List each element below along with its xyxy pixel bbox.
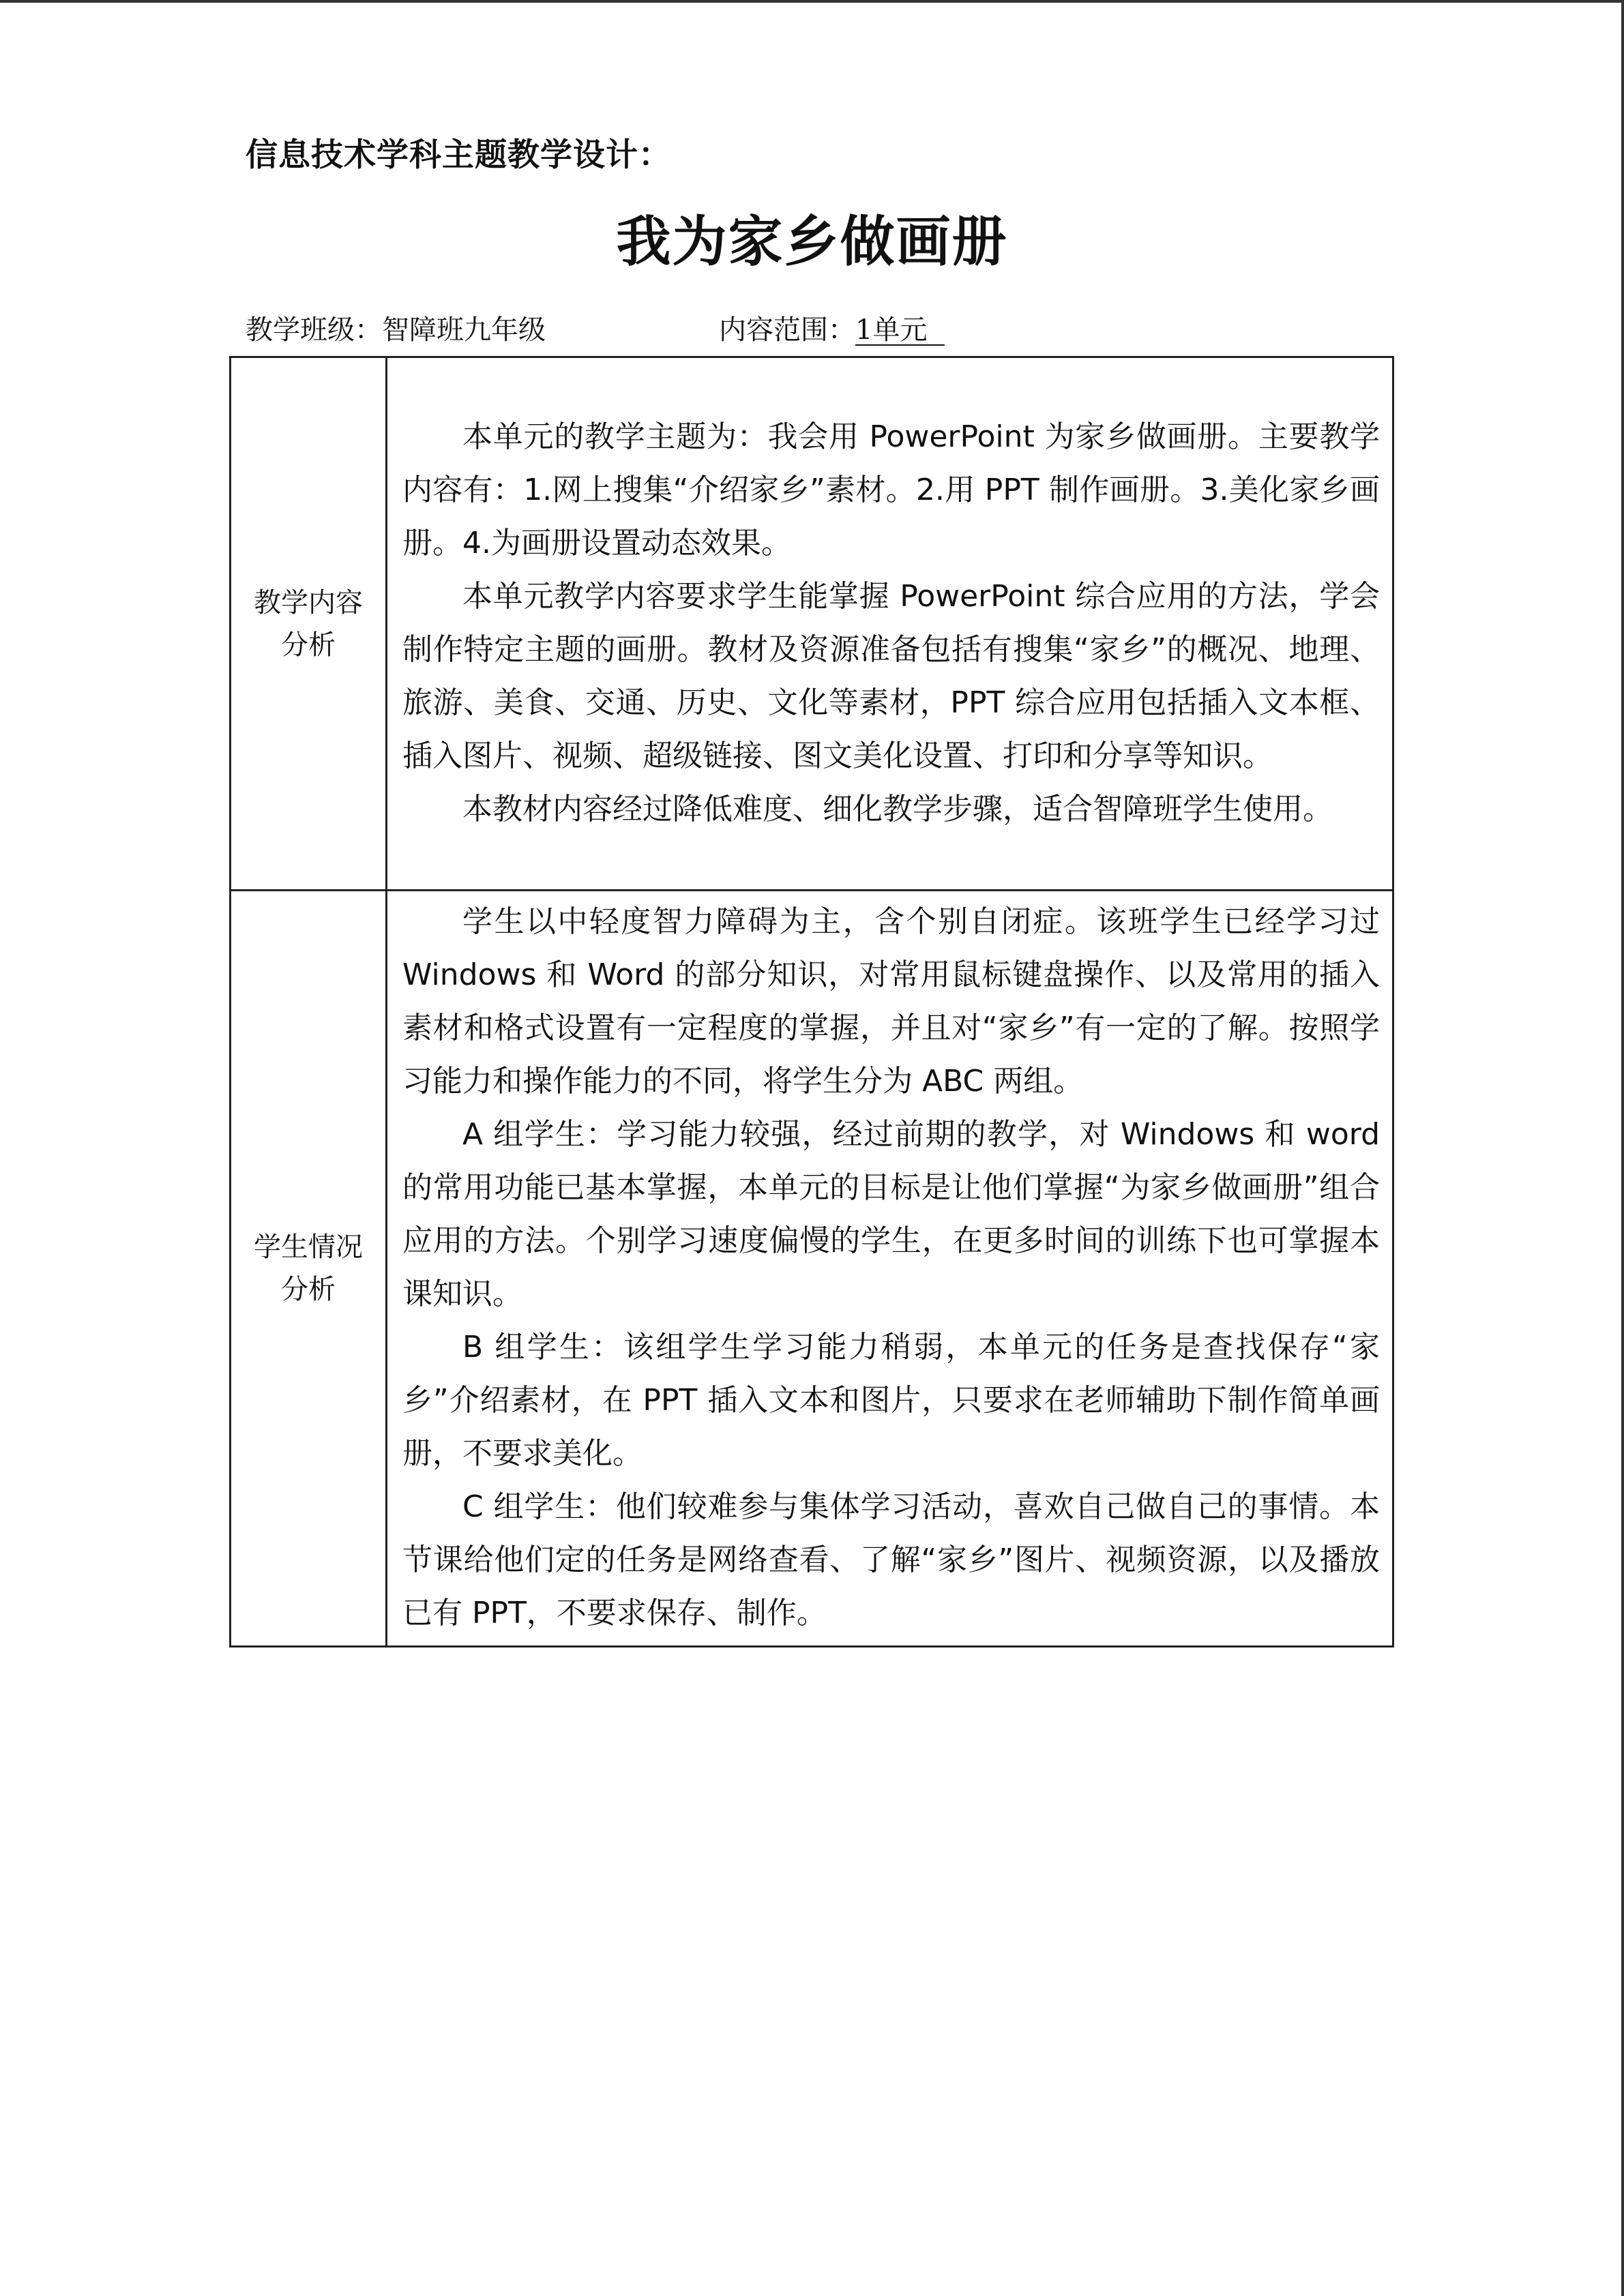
paragraph: B 组学生：该组学生学习能力稍弱，本单元的任务是查找保存“家乡”介绍素材，在 PPT 插入文本和图片，只要求在老师辅助下制作简单画册，不要求美化。 [402,1330,1380,1471]
row-label-content-analysis [231,357,387,891]
row-label-student-analysis [231,891,387,1647]
paragraph: 本教材内容经过降低难度、细化教学步骤，适合智障班学生使用。 [462,791,1333,826]
table-row-content-analysis [231,357,1393,891]
document-title: 我为家乡做画册 [616,210,1008,273]
row-label-line: 分析 [281,629,336,661]
paragraph: 本单元的教学主题为：我会用 PowerPoint 为家乡做画册。主要教学内容有：1.网上搜集“介绍家乡”素材。2.用 PPT 制作画册。3.美化家乡画册。4.为画册设置动态效果。 [402,419,1380,561]
content-scope-value: 1单元 [855,314,928,346]
teaching-class: 教学班级：智障班九年级 [246,314,546,346]
row-content-student-analysis [387,891,1393,1647]
paragraph: 学生以中轻度智力障碍为主，含个别自闭症。该班学生已经学习过 Windows 和 Word 的部分知识，对常用鼠标键盘操作、以及常用的插入素材和格式设置有一定程度的掌握，并且对“家乡”有一定的了解。按照学习能力和操作能力的不同，将学生分为 ABC 两组。 [402,904,1380,1099]
row-label-line: 学生情况 [254,1232,363,1263]
subject-heading: 信息技术学科主题教学设计： [246,136,671,174]
content-scope [719,308,945,352]
row-label-line: 教学内容 [254,586,363,618]
paragraph: 本单元教学内容要求学生能掌握 PowerPoint 综合应用的方法，学会制作特定主题的画册。教材及资源准备包括有搜集“家乡”的概况、地理、旅游、美食、交通、历史、文化等素材，PPT 综合应用包括插入文本框、插入图片、视频、超级链接、图文美化设置、打印和分享等知识。 [402,578,1380,773]
paragraph: C 组学生：他们较难参与集体学习活动，喜欢自己做自己的事情。本节课给他们定的任务是网络查看、了解“家乡”图片、视频资源，以及播放已有 PPT，不要求保存、制作。 [402,1489,1380,1630]
row-content-content-analysis [387,357,1393,891]
page-border-right [1621,0,1624,2296]
table-row-student-analysis [231,891,1393,1647]
paragraph: A 组学生：学习能力较强，经过前期的教学，对 Windows 和 word 的常用功能已基本掌握，本单元的目标是让他们掌握“为家乡做画册”组合应用的方法。个别学习速度偏慢的学生，在更多时间的训练下也可掌握本课知识。 [402,1117,1380,1311]
row-label-line: 分析 [281,1274,336,1305]
content-scope-label: 内容范围： [719,314,855,346]
page-border-top [0,0,1624,3]
design-table [229,356,1394,1648]
